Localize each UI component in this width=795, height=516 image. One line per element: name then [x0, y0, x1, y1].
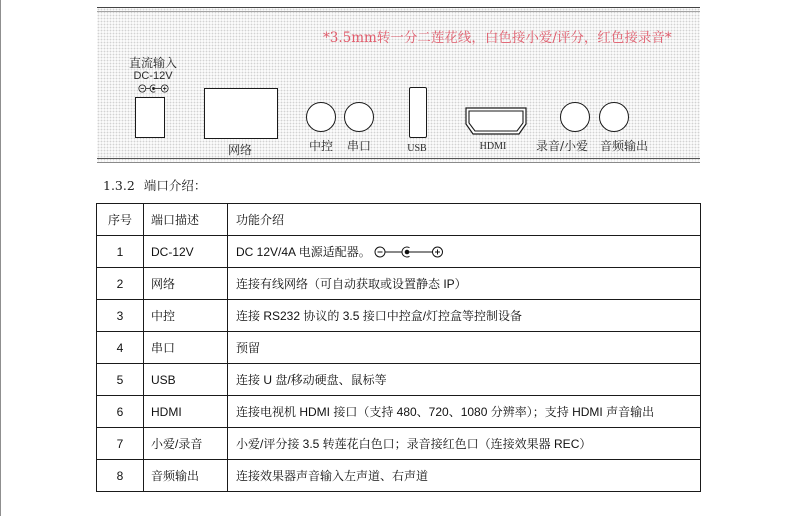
port-name: DC-12V: [144, 236, 228, 268]
polarity-symbol-icon: [374, 246, 444, 258]
polarity-symbol-icon: [138, 84, 169, 93]
port-function-text: DC 12V/4A 电源适配器。: [236, 245, 371, 259]
dc-jack-icon: [135, 97, 165, 138]
port-name: 中控: [144, 300, 228, 332]
row-index: 5: [97, 364, 144, 396]
network-port-icon: [204, 88, 278, 139]
table-row: [97, 332, 701, 364]
row-index: 8: [97, 460, 144, 492]
port-function: [228, 236, 701, 268]
usb-port-icon: [409, 87, 427, 138]
table-row: [97, 364, 701, 396]
header-function: 功能介绍: [228, 204, 701, 236]
row-index: 4: [97, 332, 144, 364]
section-number: 1.3.2: [103, 178, 135, 193]
dc-input-title: 直流输入: [128, 56, 177, 70]
port-description-table: [96, 203, 701, 492]
row-index: 1: [97, 236, 144, 268]
audio-output-jack-label: 音频输出: [599, 139, 648, 153]
control-jack-icon: [306, 102, 336, 132]
table-row: [97, 236, 701, 268]
row-index: 2: [97, 268, 144, 300]
hdmi-port-label: HDMI: [479, 141, 507, 152]
table-header-row: [97, 204, 701, 236]
row-index: 3: [97, 300, 144, 332]
table-row: [97, 268, 701, 300]
record-jack-icon: [560, 102, 590, 132]
row-index: 6: [97, 396, 144, 428]
port-name: HDMI: [144, 396, 228, 428]
panel-bottom-inner-rule: [97, 158, 700, 159]
port-function: 连接电视机 HDMI 接口（支持 480、720、1080 分辨率）；支持 HDMI 声音输出: [228, 396, 701, 428]
row-index: 7: [97, 428, 144, 460]
port-function: 连接效果器声音输入左声道、右声道: [228, 460, 701, 492]
port-function: 连接 U 盘/移动硬盘、鼠标等: [228, 364, 701, 396]
header-index: 序号: [97, 204, 144, 236]
control-jack-label: 中控: [308, 139, 333, 153]
hdmi-port-icon: [465, 107, 527, 135]
panel-bottom-rule: [97, 162, 700, 163]
cable-note: *3.5mm转一分二莲花线，白色接小爱/评分，红色接录音*: [323, 30, 672, 46]
usb-port-label: USB: [407, 143, 427, 154]
audio-output-jack-icon: [599, 102, 629, 132]
section-title: 端口介绍：: [143, 178, 207, 193]
port-function: 连接有线网络（可自动获取或设置静态 IP）: [228, 268, 701, 300]
serial-jack-icon: [344, 102, 374, 132]
port-name: USB: [144, 364, 228, 396]
panel-top-inner-rule: [97, 11, 700, 12]
section-heading: [103, 179, 206, 193]
record-jack-label: 录音/小爱: [535, 139, 589, 153]
serial-jack-label: 串口: [346, 139, 371, 153]
port-name: 音频输出: [144, 460, 228, 492]
table-row: [97, 396, 701, 428]
page-edge: [0, 0, 1, 516]
port-name: 小爱/录音: [144, 428, 228, 460]
panel-top-rule: [97, 7, 700, 8]
table-row: [97, 428, 701, 460]
network-port-label: 网络: [227, 143, 252, 157]
dc-input-voltage: DC-12V: [133, 70, 173, 82]
port-function: 预留: [228, 332, 701, 364]
header-port: 端口描述: [144, 204, 228, 236]
port-function: 连接 RS232 协议的 3.5 接口中控盒/灯控盒等控制设备: [228, 300, 701, 332]
table-row: [97, 300, 701, 332]
port-name: 网络: [144, 268, 228, 300]
port-function: 小爱/评分接 3.5 转莲花白色口；录音接红色口（连接效果器 REC）: [228, 428, 701, 460]
table-row: [97, 460, 701, 492]
port-name: 串口: [144, 332, 228, 364]
